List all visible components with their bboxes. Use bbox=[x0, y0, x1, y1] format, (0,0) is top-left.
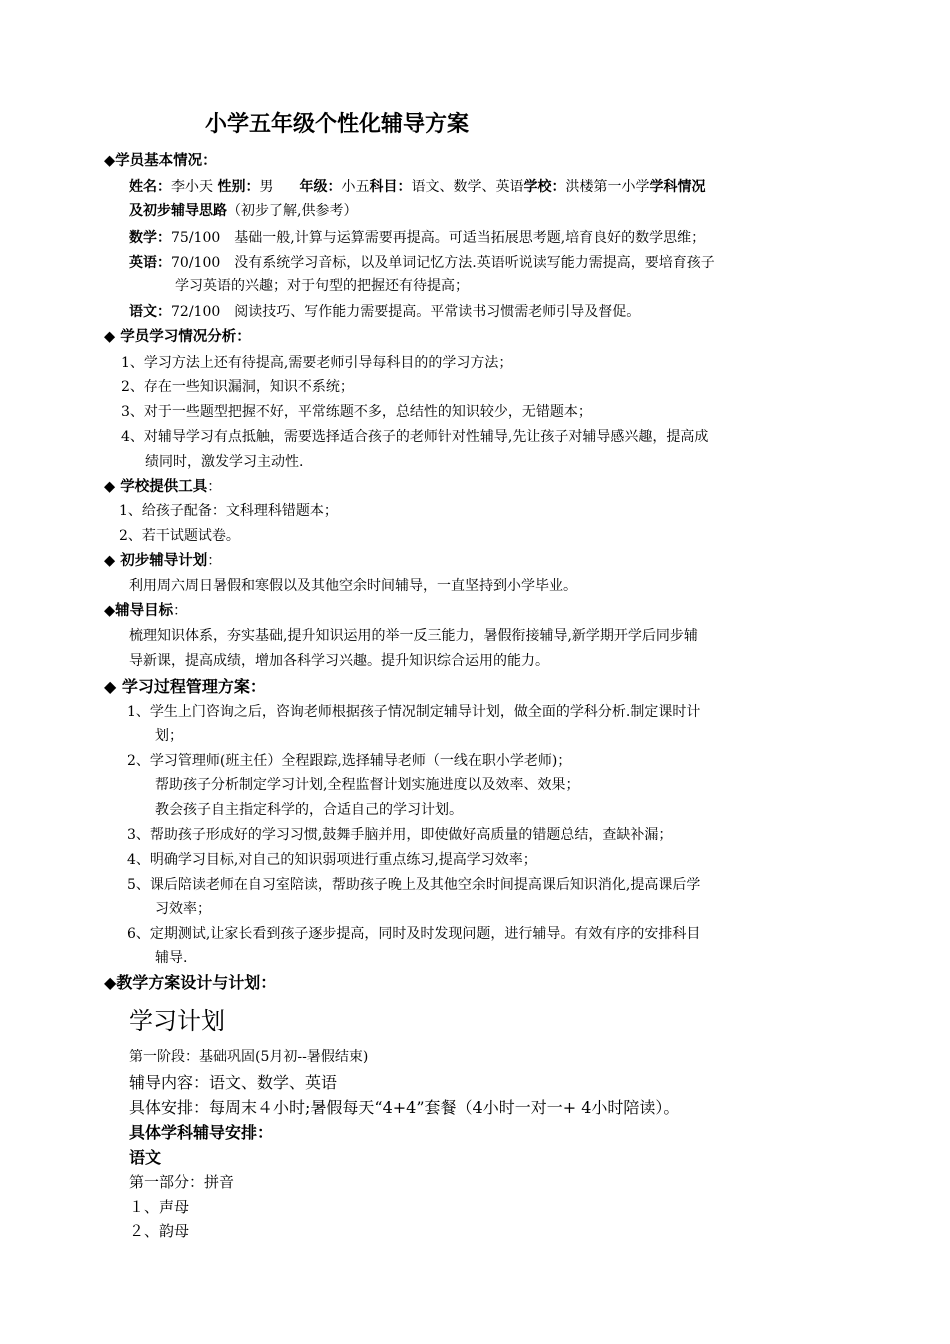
name-label: 姓名： bbox=[129, 179, 171, 195]
student-subjects: 语文、数学、英语 bbox=[411, 179, 524, 195]
section-heading-teaching-plan: ◆教学方案设计与计划： bbox=[104, 973, 277, 992]
math-text: 75/100 基础一般,计算与运算需要再提高。可适当拓展思考题,培育良好的数学思维； bbox=[171, 230, 706, 246]
stage-line: 第一阶段：基础巩固(5月初--暑假结束) bbox=[129, 1049, 369, 1065]
subject-situation-label-cont: 及初步辅导思路 bbox=[129, 203, 227, 219]
list-item-initials: １、声母 bbox=[129, 1198, 190, 1216]
subject-situation-line bbox=[129, 200, 357, 222]
list-item-finals: ２、韵母 bbox=[129, 1222, 190, 1240]
analysis-item-cont: 绩同时，激发学习主动性. bbox=[145, 454, 304, 470]
tutoring-content-line: 辅导内容：语文、数学、英语 bbox=[129, 1073, 338, 1092]
schedule-line: 具体安排：每周末４小时;暑假每天“4+4”套餐（4小时一对一+ 4小时陪读）。 bbox=[129, 1098, 680, 1117]
process-item-cont: 划； bbox=[155, 728, 183, 744]
english-label: 英语： bbox=[129, 255, 171, 271]
process-item: 4、明确学习目标,对自己的知识弱项进行重点练习,提高学习效率； bbox=[127, 852, 537, 868]
goals-text-cont: 导新课，提高成绩，增加各科学习兴趣。提升知识综合运用的能力。 bbox=[129, 653, 549, 669]
grade-label: 年级： bbox=[299, 179, 342, 195]
subject-situation-label: 学科情况 bbox=[649, 179, 706, 195]
subject-situation-note: （初步了解,供参考） bbox=[227, 203, 358, 219]
student-gender: 男 bbox=[259, 179, 274, 195]
process-item: 5、课后陪读老师在自习室陪读，帮助孩子晚上及其他空余时间提高课后知识消化,提高课后学 bbox=[127, 877, 701, 893]
process-item: 2、学习管理师(班主任）全程跟踪,选择辅导老师（一线在职小学老师)； bbox=[127, 753, 572, 769]
student-grade: 小五 bbox=[341, 179, 370, 195]
english-text: 70/100 没有系统学习音标，以及单词记忆方法.英语听说读写能力需提高，要培育孩子 bbox=[171, 255, 715, 271]
process-item: 6、定期测试,让家长看到孩子逐步提高，同时及时发现问题，进行辅导。有效有序的安排科目 bbox=[127, 926, 701, 942]
section-heading-basic-info: ◆学员基本情况： bbox=[104, 153, 217, 169]
study-plan-title: 学习计划 bbox=[129, 1007, 225, 1035]
student-school: 洪楼第一小学 bbox=[565, 179, 650, 195]
section-heading-tools: ◆ 学校提供工具： bbox=[104, 479, 222, 495]
student-info-line bbox=[129, 176, 705, 198]
tools-item: 1、给孩子配备：文科理科错题本； bbox=[119, 503, 338, 519]
student-name: 李小天 bbox=[171, 179, 213, 195]
process-item-cont: 帮助孩子分析制定学习计划,全程监督计划实施进度以及效率、效果； bbox=[155, 777, 580, 793]
subject-plan-heading: 具体学科辅导安排： bbox=[129, 1123, 274, 1142]
analysis-item: 3、对于一些题型把握不好，平常练题不多，总结性的知识较少，无错题本； bbox=[121, 404, 592, 420]
section-heading-process: ◆ 学习过程管理方案： bbox=[104, 677, 266, 696]
section-heading-initial-plan: ◆ 初步辅导计划： bbox=[104, 553, 222, 569]
analysis-item: 2、存在一些知识漏洞，知识不系统； bbox=[121, 379, 354, 395]
chinese-line bbox=[129, 301, 640, 323]
english-text-cont: 学习英语的兴趣；对于句型的把握还有待提高； bbox=[175, 278, 469, 294]
process-item: 3、帮助孩子形成好的学习习惯,鼓舞手脑并用，即使做好高质量的错题总结，查缺补漏； bbox=[127, 827, 673, 843]
analysis-item: 4、对辅导学习有点抵触，需要选择适合孩子的老师针对性辅导,先让孩子对辅导感兴趣，提高成 bbox=[121, 429, 709, 445]
initial-plan-text: 利用周六周日暑假和寒假以及其他空余时间辅导，一直坚持到小学毕业。 bbox=[129, 578, 577, 594]
chinese-subject-heading: 语文 bbox=[129, 1148, 162, 1167]
section-heading-goals: ◆辅导目标： bbox=[104, 603, 188, 619]
page-title: 小学五年级个性化辅导方案 bbox=[205, 112, 470, 137]
school-label: 学校： bbox=[523, 179, 566, 195]
subjects-label: 科目： bbox=[369, 179, 412, 195]
process-item: 1、学生上门咨询之后，咨询老师根据孩子情况制定辅导计划，做全面的学科分析.制定课时计 bbox=[127, 704, 701, 720]
process-item-cont: 教会孩子自主指定科学的，合适自己的学习计划。 bbox=[155, 802, 463, 818]
math-label: 数学： bbox=[129, 230, 171, 246]
math-line bbox=[129, 227, 705, 249]
english-line bbox=[129, 252, 715, 274]
process-item-cont: 辅导. bbox=[155, 950, 188, 966]
section-heading-analysis: ◆ 学员学习情况分析： bbox=[104, 329, 251, 345]
chinese-text: 72/100 阅读技巧、写作能力需要提高。平常读书习惯需老师引导及督促。 bbox=[171, 304, 641, 320]
tools-item: 2、若干试题试卷。 bbox=[119, 528, 240, 544]
chinese-label: 语文： bbox=[129, 304, 171, 320]
gender-label: 性别： bbox=[217, 179, 260, 195]
goals-text: 梳理知识体系，夯实基础,提升知识运用的举一反三能力，暑假衔接辅导,新学期开学后同步辅 bbox=[129, 628, 698, 644]
analysis-item: 1、学习方法上还有待提高,需要老师引导每科目的的学习方法； bbox=[121, 355, 513, 371]
process-item-cont: 习效率； bbox=[155, 901, 211, 917]
part-one-line: 第一部分：拼音 bbox=[129, 1173, 235, 1191]
